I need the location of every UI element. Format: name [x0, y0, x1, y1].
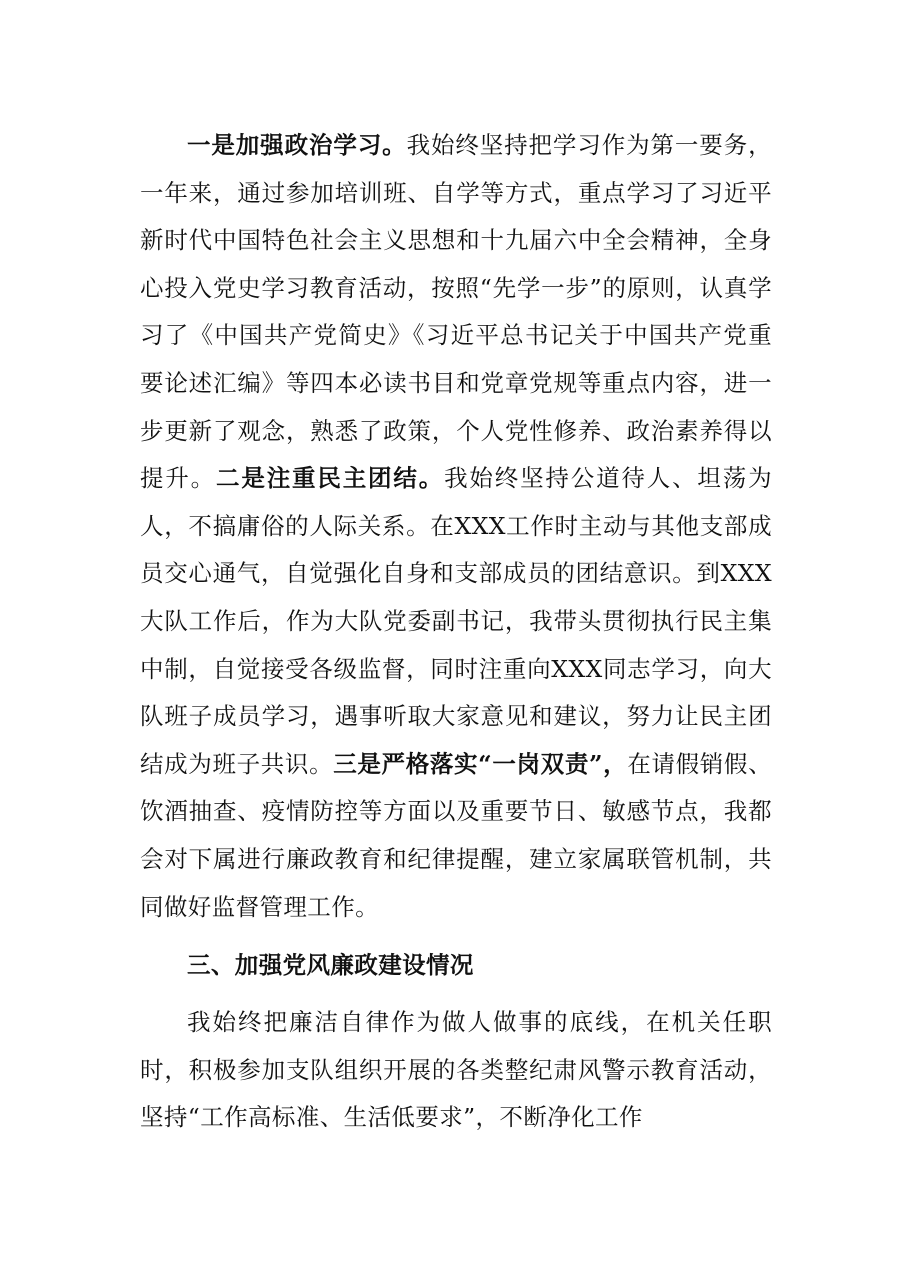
lead-strengthen-political-study: 一是加强政治学习。: [187, 131, 407, 159]
paragraph-text: 我始终坚持把学习作为第一要务，一年来，通过参加培训班、自学等方式，重点学习了习近平新时代中国特色社会主义思想和十九届六中全会精神，全身心投入党史学习教育活动，按照“先学一步”的原则，认真学习了《中国共产党简史》《习近平总书记关于中国共产党重要论述汇编》等四本必读书目和党章党规等重点内容，进一步更新了观念，熟悉了政策，个人党性修养、政治素养得以提升。: [140, 131, 772, 493]
body-paragraph-2: [140, 999, 772, 1142]
paragraph-text: 我始终把廉洁自律作为做人做事的底线，在机关任职时，积极参加支队组织开展的各类整纪肃风警示教育活动，坚持“工作高标准、生活低要求”，不断净化工作: [140, 1008, 772, 1132]
document-page: [140, 122, 772, 1142]
body-paragraph-1: [140, 122, 772, 931]
paragraph-text: 在请假销假、饮酒抽查、疫情防控等方面以及重要节日、敏感节点，我都会对下属进行廉政教育和纪律提醒，建立家属联管机制，共同做好监督管理工作。: [140, 749, 772, 921]
section-heading: 三、加强党风廉政建设情况: [187, 951, 474, 980]
lead-one-post-two-duties: 三是严格落实“一岗双责”，: [333, 749, 628, 778]
paragraph-text: 我始终坚持公道待人、坦荡为人，不搞庸俗的人际关系。在XXX工作时主动与其他支部成员交心通气，自觉强化自身和支部成员的团结意识。到XXX大队工作后，作为大队党委副书记，我带头贯彻执行民主集中制，自觉接受各级监督，同时注重向XXX同志学习，向大队班子成员学习，遇事听取大家意见和建议，努力让民主团结成为班子共识。: [140, 464, 773, 778]
lead-democratic-unity: 二是注重民主团结。: [216, 464, 445, 493]
